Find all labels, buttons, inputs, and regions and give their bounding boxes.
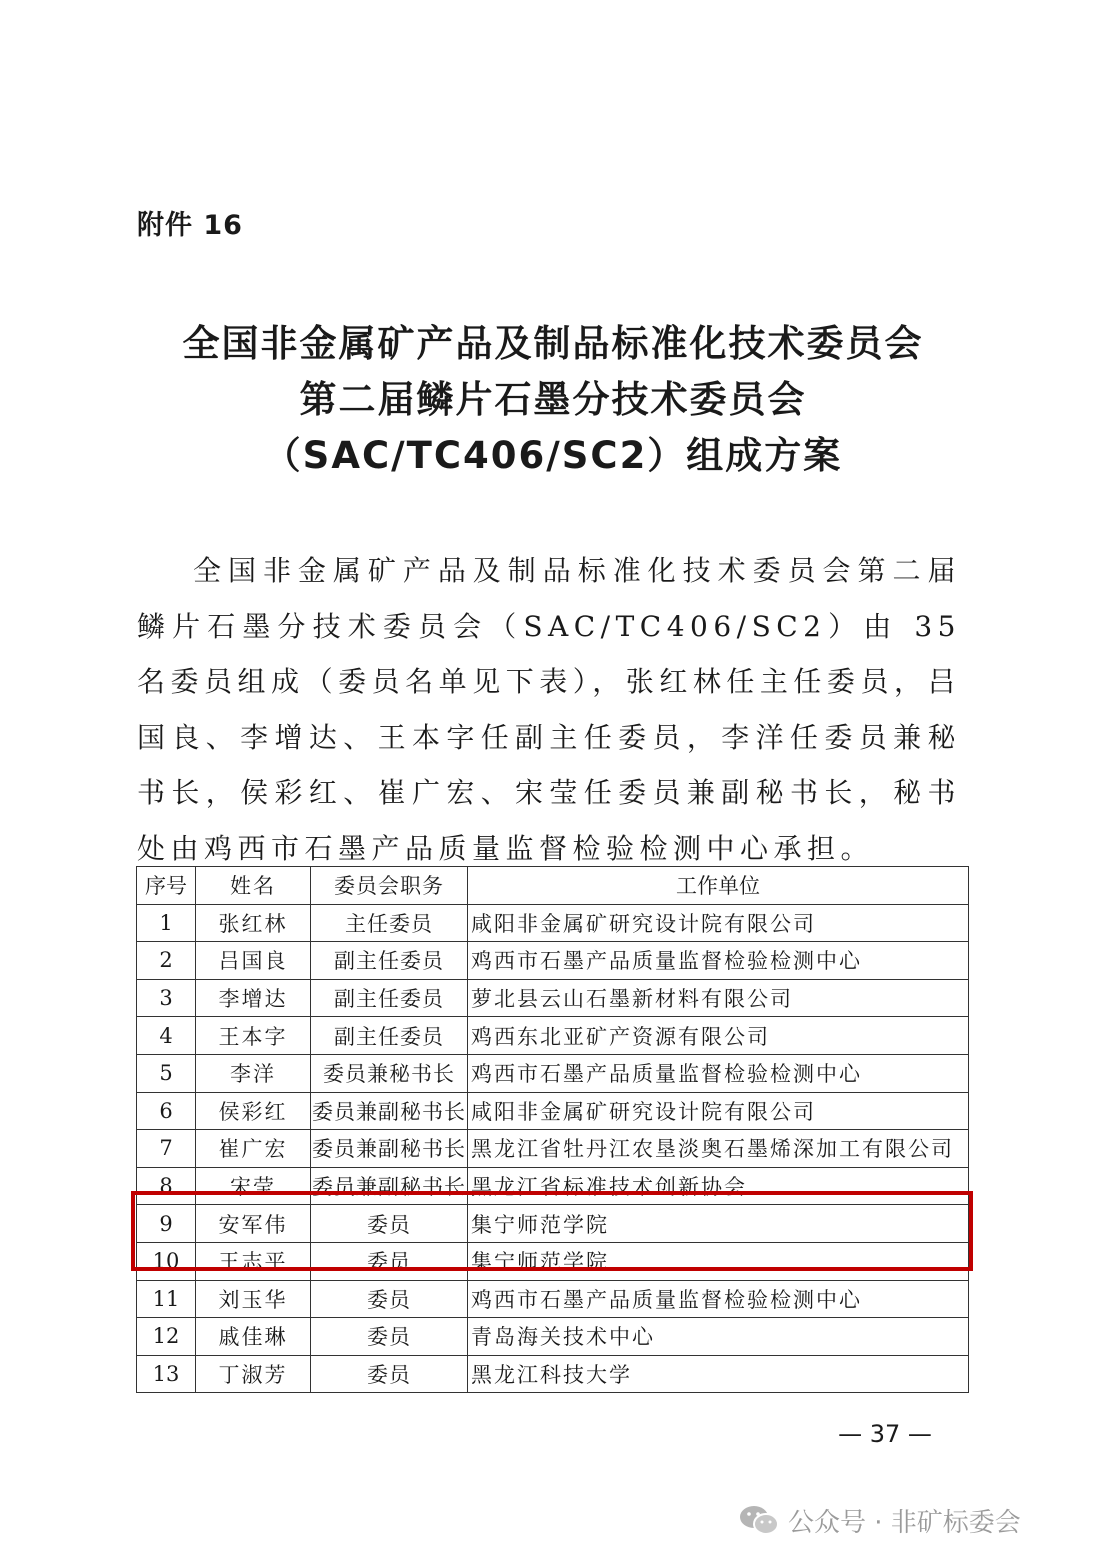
- row-number: 10: [137, 1242, 196, 1280]
- row-name: 王志平: [196, 1242, 311, 1280]
- row-name: 丁淑芳: [196, 1355, 311, 1393]
- row-organization: 黑龙江省标准技术创新协会: [468, 1167, 969, 1205]
- row-number: 6: [137, 1092, 196, 1130]
- wechat-icon: [738, 1503, 780, 1537]
- row-name: 戚佳琳: [196, 1318, 311, 1356]
- row-number: 8: [137, 1167, 196, 1205]
- table-row: [137, 1054, 969, 1092]
- header-name: 姓名: [196, 867, 311, 905]
- row-role: 委员: [311, 1355, 468, 1393]
- header-organization: 工作单位: [468, 867, 969, 905]
- row-role: 副主任委员: [311, 979, 468, 1017]
- row-name: 崔广宏: [196, 1130, 311, 1168]
- row-name: 宋莹: [196, 1167, 311, 1205]
- row-organization: 集宁师范学院: [468, 1242, 969, 1280]
- row-organization: 咸阳非金属矿研究设计院有限公司: [468, 904, 969, 942]
- attachment-label: 附件 16: [137, 210, 243, 241]
- row-organization: 鸡西市石墨产品质量监督检验检测中心: [468, 1054, 969, 1092]
- row-organization: 鸡西市石墨产品质量监督检验检测中心: [468, 942, 969, 980]
- row-organization: 萝北县云山石墨新材料有限公司: [468, 979, 969, 1017]
- table-row: [137, 942, 969, 980]
- table-row: [137, 1130, 969, 1168]
- document-title-line-3: （SAC/TC406/SC2）组成方案: [263, 434, 843, 477]
- table-row: [137, 979, 969, 1017]
- page-number: — 37 —: [838, 1420, 932, 1448]
- table-row: [137, 1280, 969, 1318]
- row-number: 7: [137, 1130, 196, 1168]
- row-name: 王本字: [196, 1017, 311, 1055]
- row-role: 委员: [311, 1205, 468, 1243]
- row-organization: 鸡西东北亚矿产资源有限公司: [468, 1017, 969, 1055]
- document-title-line-2: 第二届鳞片石墨分技术委员会: [299, 378, 807, 421]
- table-row: [137, 904, 969, 942]
- row-name: 李增达: [196, 979, 311, 1017]
- row-role: 委员兼秘书长: [311, 1054, 468, 1092]
- row-number: 12: [137, 1318, 196, 1356]
- row-name: 刘玉华: [196, 1280, 311, 1318]
- table-header-row: [137, 867, 969, 905]
- table-row: [137, 1017, 969, 1055]
- document-title-line-1: 全国非金属矿产品及制品标准化技术委员会: [182, 322, 924, 365]
- header-role: 委员会职务: [311, 867, 468, 905]
- row-name: 侯彩红: [196, 1092, 311, 1130]
- watermark-text: 公众号 · 非矿标委会: [788, 1507, 1021, 1538]
- row-number: 4: [137, 1017, 196, 1055]
- member-table: [136, 866, 969, 1393]
- row-number: 3: [137, 979, 196, 1017]
- row-role: 主任委员: [311, 904, 468, 942]
- row-number: 11: [137, 1280, 196, 1318]
- intro-paragraph: 全国非金属矿产品及制品标准化技术委员会第二届鳞片石墨分技术委员会（SAC/TC406/SC2）由 35 名委员组成（委员名单见下表），张红林任主任委员，吕国良、李增达、王本字任副主任委员，李洋任委员兼秘书长，侯彩红、崔广宏、宋莹任委员兼副秘书长，秘书处由鸡西市石墨产品质量监督检验检测中心承担。: [137, 554, 961, 865]
- row-organization: 黑龙江科技大学: [468, 1355, 969, 1393]
- row-role: 副主任委员: [311, 942, 468, 980]
- row-role: 委员兼副秘书长: [311, 1130, 468, 1168]
- row-role: 副主任委员: [311, 1017, 468, 1055]
- row-number: 2: [137, 942, 196, 980]
- row-role: 委员: [311, 1318, 468, 1356]
- row-organization: 黑龙江省牡丹江农垦淡奥石墨烯深加工有限公司: [468, 1130, 969, 1168]
- row-number: 5: [137, 1054, 196, 1092]
- header-number: 序号: [137, 867, 196, 905]
- row-number: 1: [137, 904, 196, 942]
- row-organization: 集宁师范学院: [468, 1205, 969, 1243]
- row-role: 委员: [311, 1280, 468, 1318]
- watermark: [738, 1500, 1021, 1540]
- row-number: 9: [137, 1205, 196, 1243]
- row-number: 13: [137, 1355, 196, 1393]
- row-name: 安军伟: [196, 1205, 311, 1243]
- row-role: 委员兼副秘书长: [311, 1092, 468, 1130]
- row-name: 吕国良: [196, 942, 311, 980]
- row-role: 委员兼副秘书长: [311, 1167, 468, 1205]
- highlight-box: [131, 1191, 973, 1271]
- row-name: 李洋: [196, 1054, 311, 1092]
- row-name: 张红林: [196, 904, 311, 942]
- table-row: [137, 1318, 969, 1356]
- row-role: 委员: [311, 1242, 468, 1280]
- table-row: [137, 1355, 969, 1393]
- table-row: [137, 1092, 969, 1130]
- row-organization: 鸡西市石墨产品质量监督检验检测中心: [468, 1280, 969, 1318]
- row-organization: 青岛海关技术中心: [468, 1318, 969, 1356]
- row-organization: 咸阳非金属矿研究设计院有限公司: [468, 1092, 969, 1130]
